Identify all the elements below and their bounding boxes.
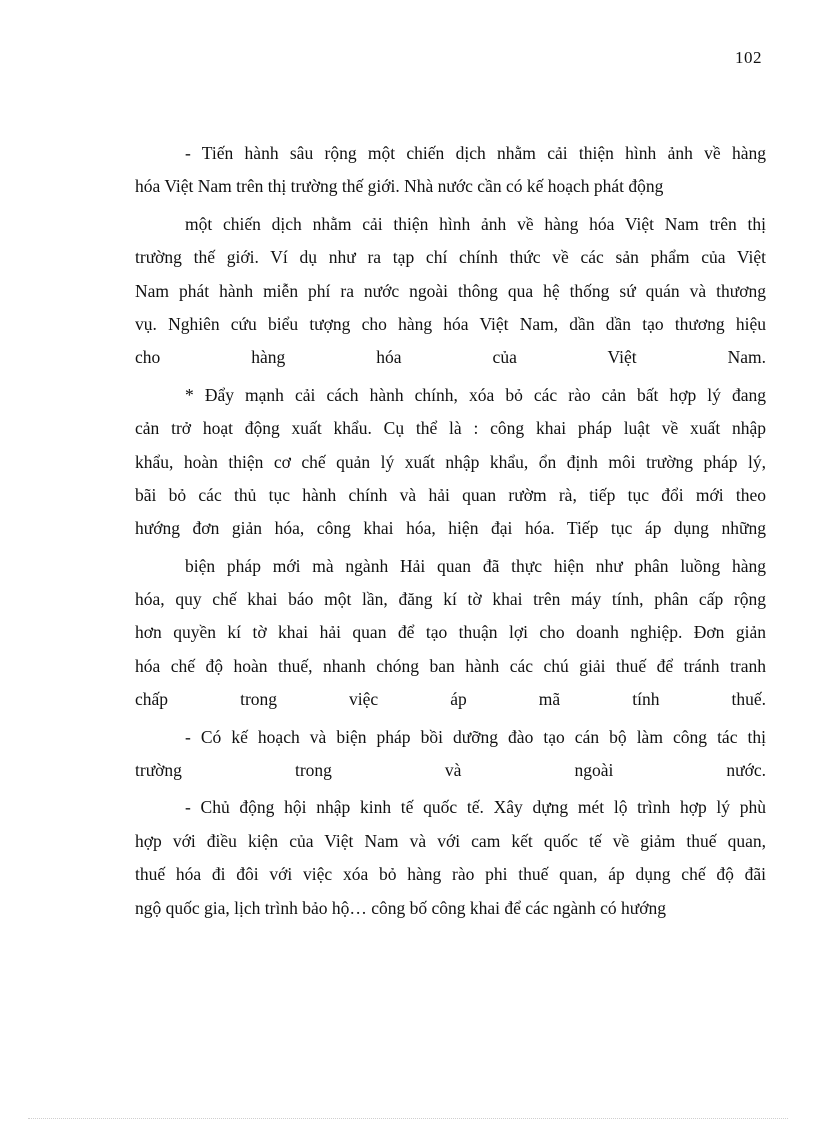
text-line: bãi bỏ các thủ tục hành chính và hải quan rườm rà, tiếp tục đổi mới theo [135,484,766,505]
paragraph [135,137,766,204]
paragraph [135,721,766,788]
text-line: hóa Việt Nam trên thị trường thế giới. Nhà nước cần có kế hoạch phát động [135,176,664,197]
text-line: hợp với điều kiện của Việt Nam và với cam kết quốc tế về giảm thuế quan, [135,830,766,851]
text-line: - Chủ động hội nhập kinh tế quốc tế. Xây dựng mét lộ trình hợp lý phù [185,797,766,818]
paragraph [135,550,766,717]
text-line: một chiến dịch nhằm cải thiện hình ảnh về hàng hóa Việt Nam trên thị [185,213,766,234]
paragraph [135,208,766,375]
text-line: cho hàng hóa của Việt Nam. [135,347,766,368]
text-line: vụ. Nghiên cứu biểu tượng cho hàng hóa Việt Nam, dần dần tạo thương hiệu [135,313,766,334]
text-line: hóa chế độ hoàn thuế, nhanh chóng ban hành các chú giải thuế để tránh tranh [135,655,766,676]
text-line: biện pháp mới mà ngành Hải quan đã thực hiện như phân luồng hàng [185,555,766,576]
paragraph [135,791,766,925]
text-line: Nam phát hành miễn phí ra nước ngoài thông qua hệ thống sứ quán và thương [135,280,766,301]
text-line: ngộ quốc gia, lịch trình bảo hộ… công bố công khai để các ngành có hướng [135,897,666,918]
text-line: trường thế giới. Ví dụ như ra tạp chí chính thức về các sản phẩm của Việt [135,247,766,268]
text-line: cản trở hoạt động xuất khẩu. Cụ thể là : công khai pháp luật về xuất nhập [135,418,766,439]
text-line: khẩu, hoàn thiện cơ chế quản lý xuất nhập khẩu, ổn định môi trường pháp lý, [135,451,766,472]
text-line: thuế hóa đi đôi với việc xóa bỏ hàng rào phi thuế quan, áp dụng chế độ đãi [135,864,766,885]
text-line: trường trong và ngoài nước. [135,760,766,781]
text-line: chấp trong việc áp mã tính thuế. [135,689,766,710]
document-body [135,137,766,929]
text-line: hóa, quy chế khai báo một lần, đăng kí tờ khai trên máy tính, phân cấp rộng [135,589,766,610]
text-line: hướng đơn giản hóa, công khai hóa, hiện đại hóa. Tiếp tục áp dụng những [135,518,766,539]
page-bottom-divider [28,1118,788,1119]
text-line: - Tiến hành sâu rộng một chiến dịch nhằm cải thiện hình ảnh về hàng [185,143,766,163]
paragraph [135,379,766,546]
text-line: hơn quyền kí tờ khai hải quan để tạo thuận lợi cho doanh nghiệp. Đơn giản [135,622,766,643]
text-line: - Có kế hoạch và biện pháp bồi dưỡng đào tạo cán bộ làm công tác thị [185,726,766,747]
page-number: 102 [735,48,762,67]
text-line: * Đẩy mạnh cải cách hành chính, xóa bỏ các rào cản bất hợp lý đang [185,384,766,405]
